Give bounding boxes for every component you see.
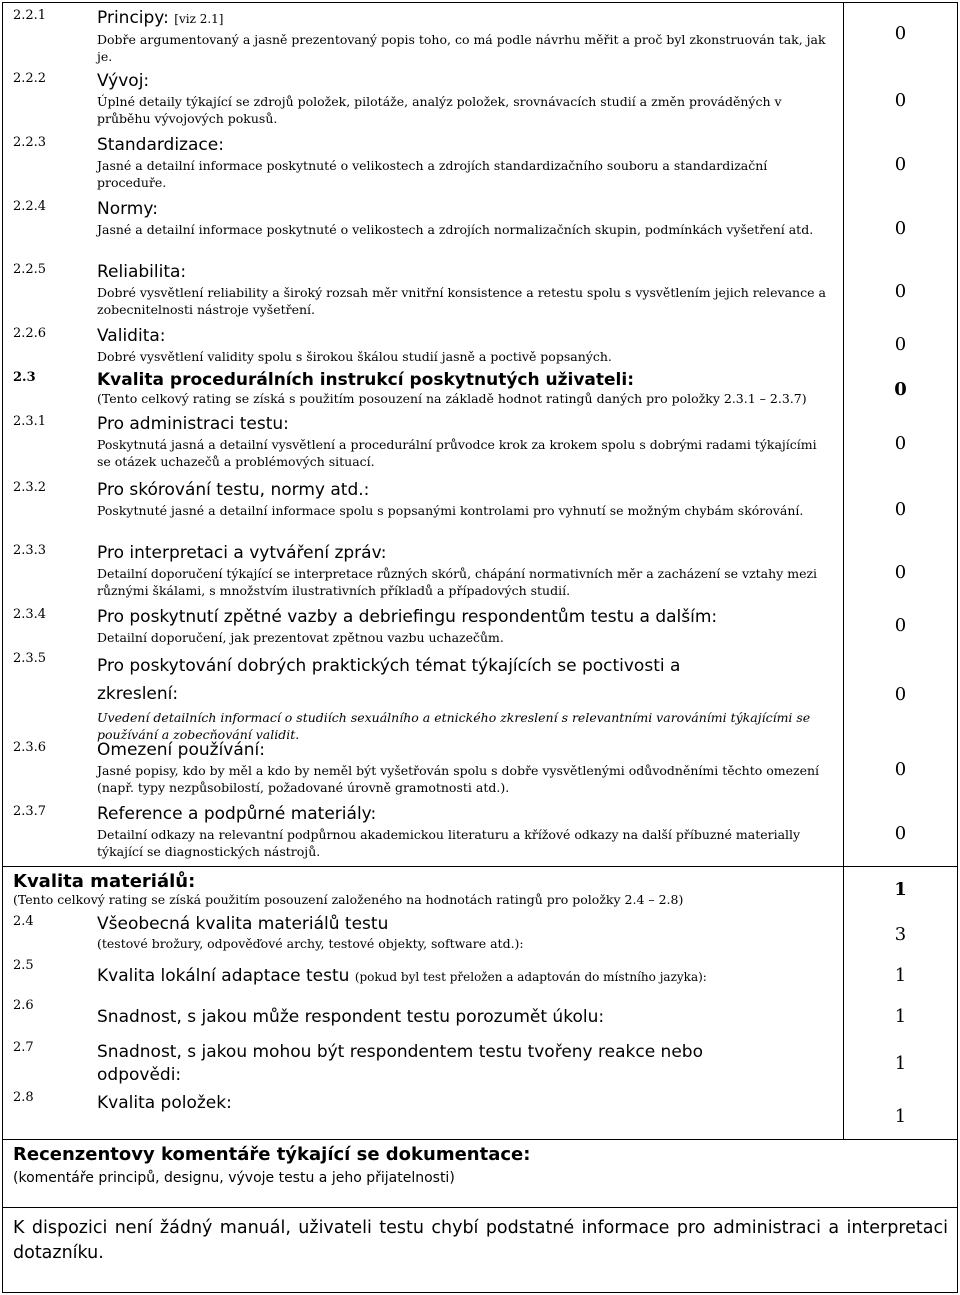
materials-divider [2, 866, 958, 867]
criterion-number: 2.3.1 [13, 414, 47, 429]
criterion-number: 2.2.1 [13, 8, 47, 23]
criterion-number: 2.3.3 [13, 543, 47, 558]
criterion-description: Detailní doporučení týkající se interpretace různých skórů, chápání normativních měr a zacházení se vztahy mezi různými škálami, s množstvím ilustrativních příkladů a případových studií. [97, 566, 818, 598]
criterion-number: 2.2.6 [13, 326, 47, 341]
criterion-title: Standardizace: [97, 135, 224, 155]
criterion-number: 2.3.2 [13, 480, 47, 495]
material-title: Snadnost, s jakou může respondent testu porozumět úkolu: [97, 1007, 605, 1027]
section-note: (Tento celkový rating se získá s použitím posouzení na základě hodnot ratingů daných pro položky 2.3.1 – 2.3.7) [97, 391, 807, 406]
criterion-score: 0 [894, 90, 907, 111]
criterion-number: 2.2.3 [13, 135, 47, 150]
criterion-text [97, 135, 832, 191]
criterion-number: 2.3.4 [13, 607, 47, 622]
material-title-line-2: odpovědi: [97, 1065, 182, 1085]
reviewer-comments-note: (komentáře principů, designu, vývoje testu a jeho přijatelnosti) [13, 1170, 455, 1186]
criterion-text [97, 543, 832, 599]
criterion-description: Dobře argumentovaný a jasně prezentovaný popis toho, co má podle návrhu měřit a proč byl zkonstruován tak, jak je. [97, 32, 826, 64]
material-title-text: Kvalita lokální adaptace testu [97, 966, 350, 986]
criterion-text [97, 326, 832, 365]
criterion-text [97, 71, 832, 127]
criterion-title: Reference a podpůrné materiály: [97, 804, 377, 824]
criterion-text [97, 607, 832, 646]
table-border-left [2, 2, 3, 1293]
criterion-score: 0 [894, 334, 907, 355]
material-text [97, 966, 832, 987]
material-note: (pokud byl test přeložen a adaptován do místního jazyka): [354, 970, 707, 984]
reviewer-comments-text: K dispozici není žádný manuál, uživateli testu chybí podstatné informace pro administraci a interpretaci dotazníku. [13, 1218, 948, 1263]
criterion-text [97, 804, 832, 860]
criterion-score: 0 [894, 823, 907, 844]
criterion-text [97, 414, 832, 470]
criterion-score: 0 [894, 615, 907, 636]
criterion-title-text: Principy: [97, 8, 169, 28]
material-score: 1 [894, 1106, 907, 1127]
criterion-text [97, 199, 832, 238]
material-title: Všeobecná kvalita materiálů testu [97, 914, 389, 934]
material-number: 2.8 [13, 1090, 34, 1105]
criterion-title: Pro administraci testu: [97, 414, 289, 434]
criterion-number: 2.2.2 [13, 71, 47, 86]
criterion-description: Jasné a detailní informace poskytnuté o velikostech a zdrojích standardizačního souboru a standardizační proceduře. [97, 158, 768, 190]
criterion-title: Pro interpretaci a vytváření zpráv: [97, 543, 387, 563]
criterion-number: 2.2.5 [13, 262, 47, 277]
comments-divider [2, 1139, 958, 1140]
criterion-title: Omezení používání: [97, 740, 265, 760]
material-score: 1 [894, 1053, 907, 1074]
criterion-description: Dobré vysvětlení validity spolu s širokou škálou studií jasně a poctivě popsaných. [97, 349, 612, 364]
material-text [97, 1007, 832, 1027]
table-border-right [957, 2, 958, 1293]
criterion-text [97, 8, 832, 65]
materials-title: Kvalita materiálů: [13, 871, 196, 892]
section-number: 2.3 [13, 370, 36, 385]
criterion-score: 0 [894, 759, 907, 780]
table-border-bottom [2, 1292, 958, 1293]
criterion-description: Jasné a detailní informace poskytnuté o velikostech a zdrojích normalizačních skupin, podmínkách vyšetření atd. [97, 222, 814, 237]
criterion-score: 0 [894, 499, 907, 520]
material-number: 2.6 [13, 998, 34, 1013]
criterion-score: 0 [894, 154, 907, 175]
material-title-line-1: Snadnost, s jakou mohou být respondentem testu tvořeny reakce nebo [97, 1042, 703, 1062]
material-score: 3 [894, 924, 907, 945]
material-text [97, 914, 832, 952]
criterion-title: Pro poskytnutí zpětné vazby a debriefingu respondentům testu a dalším: [97, 607, 718, 627]
criterion-text [97, 651, 832, 743]
criterion-score: 0 [894, 562, 907, 583]
criterion-title-line-2: zkreslení: [97, 684, 179, 704]
materials-score: 1 [894, 879, 907, 900]
criterion-title: Reliabilita: [97, 262, 187, 282]
criterion-title: Pro skórování testu, normy atd.: [97, 480, 370, 500]
criterion-title-line-1: Pro poskytování dobrých praktických témat týkajících se poctivosti a [97, 656, 681, 676]
criterion-text [97, 262, 832, 318]
material-title: Kvalita položek: [97, 1093, 232, 1113]
material-number: 2.5 [13, 958, 34, 973]
conclusion-divider [2, 1207, 958, 1208]
criterion-score: 0 [894, 433, 907, 454]
criterion-score: 0 [894, 281, 907, 302]
criterion-number: 2.3.5 [13, 651, 47, 666]
section-score: 0 [894, 379, 907, 400]
criterion-description: Jasné popisy, kdo by měl a kdo by neměl být vyšetřován spolu s dobře vysvětlenými odůvodněními těchto omezení (např. typy nezpůsobilostí, požadované úrovně gramotnosti atd.). [97, 763, 820, 795]
material-score: 1 [894, 1006, 907, 1027]
criterion-text [97, 480, 832, 519]
criterion-description: Detailní odkazy na relevantní podpůrnou akademickou literaturu a křížové odkazy na další příbuzné materially týkající se diagnostických nástrojů. [97, 827, 801, 859]
criterion-number: 2.3.6 [13, 740, 47, 755]
materials-note: (Tento celkový rating se získá použitím posouzení založeného na hodnotách ratingů pro položky 2.4 – 2.8) [13, 892, 684, 907]
criterion-description: Detailní doporučení, jak prezentovat zpětnou vazbu uchazečům. [97, 630, 504, 645]
criterion-reference: [viz 2.1] [174, 12, 224, 26]
criterion-score: 0 [894, 218, 907, 239]
criterion-title [97, 8, 832, 29]
criterion-title: Normy: [97, 199, 158, 219]
criterion-title: Validita: [97, 326, 166, 346]
table-border-top [2, 2, 958, 3]
criterion-title: Vývoj: [97, 71, 150, 91]
material-number: 2.4 [13, 914, 34, 929]
criterion-description: Dobré vysvětlení reliability a široký rozsah měr vnitřní konsistence a retestu spolu s vysvětlením jejich relevance a zobecnitelnosti nástroje vyšetření. [97, 285, 826, 317]
material-score: 1 [894, 965, 907, 986]
reviewer-comments-title: Recenzentovy komentáře týkající se dokumentace: [13, 1144, 531, 1165]
criterion-description: Uvedení detailních informací o studiích sexuálního a etnického zkreslení s relevantními varováními týkajícími se používání a zobecňování validit. [97, 710, 811, 742]
criterion-number: 2.2.4 [13, 199, 47, 214]
criterion-description: Úplné detaily týkající se zdrojů položek, pilotáže, analýz položek, srovnávacích studií a změn prováděných v průběhu vývojových pokusů. [97, 94, 782, 126]
criterion-description: Poskytnutá jasná a detailní vysvětlení a procedurální průvodce krok za krokem spolu s dobrými radami týkajícími se otázek uchazečů a problémových situací. [97, 437, 817, 469]
criterion-score: 0 [894, 23, 907, 44]
criterion-number: 2.3.7 [13, 804, 47, 819]
criterion-text [97, 740, 832, 796]
section-title-text: Kvalita procedurálních instrukcí poskytnutých uživateli: [97, 370, 634, 390]
section-title [97, 370, 832, 390]
material-text [97, 1041, 832, 1087]
material-number: 2.7 [13, 1040, 34, 1055]
section-text [97, 370, 832, 407]
material-title [97, 966, 832, 987]
material-description: (testové brožury, odpověďové archy, testové objekty, software atd.): [97, 936, 524, 951]
material-text [97, 1093, 832, 1113]
criterion-score: 0 [894, 684, 907, 705]
criterion-description: Poskytnuté jasné a detailní informace spolu s popsanými kontrolami pro vyhnutí se možným chybám skórování. [97, 503, 804, 518]
